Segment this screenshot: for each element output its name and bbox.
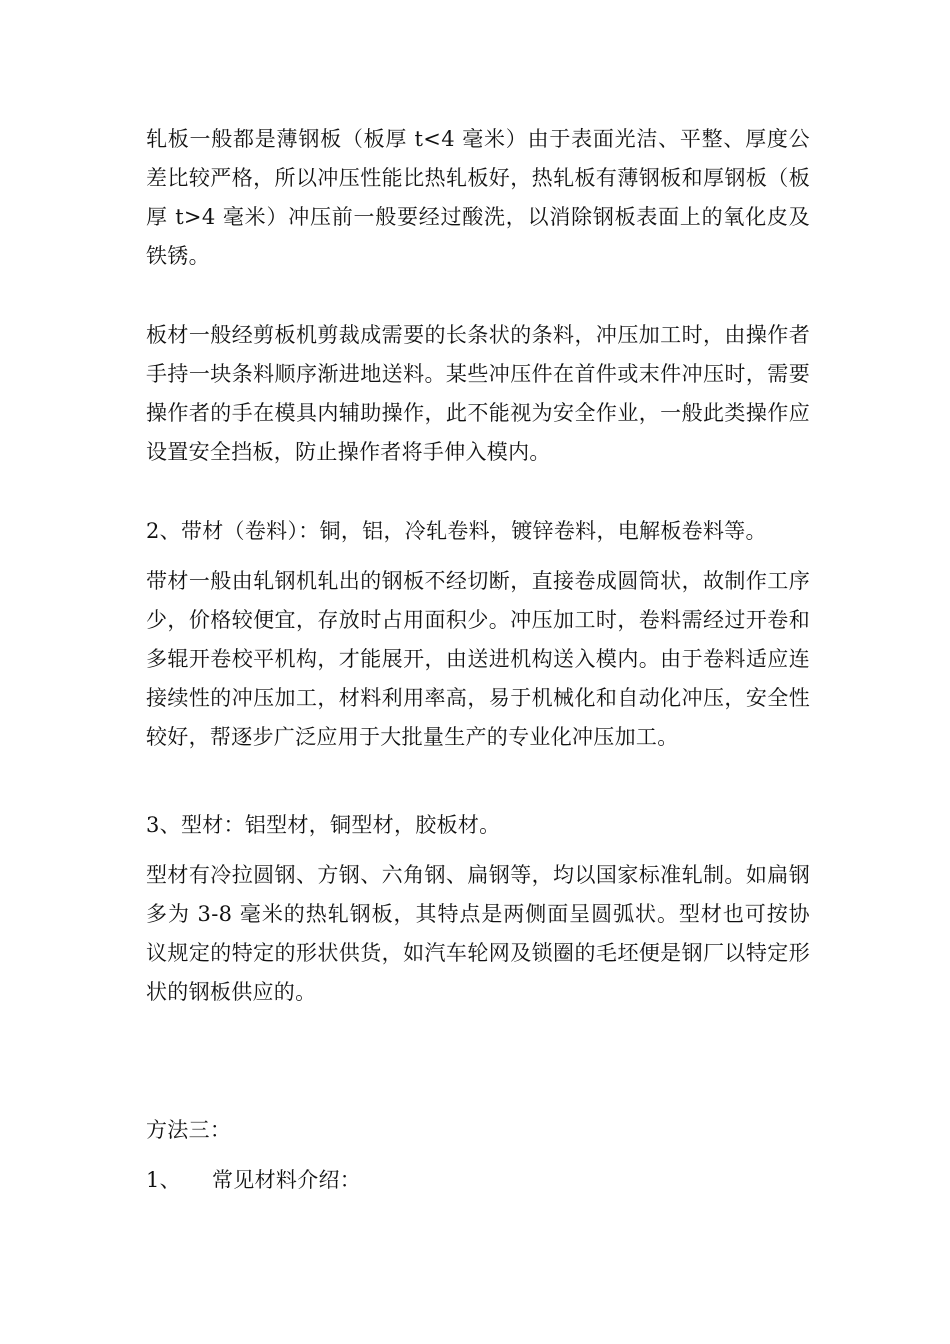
list-text: 常见材料介绍： — [212, 1168, 362, 1192]
list-line — [146, 1161, 810, 1200]
paragraph-strip-material — [146, 562, 810, 757]
paragraph-text: 方法三： — [146, 1118, 232, 1142]
paragraph-text: 2、带材（卷料）：铜，铝，冷轧卷料，镀锌卷料，电解板卷料等。 — [146, 519, 767, 543]
list-item-common-materials — [146, 1161, 810, 1200]
paragraph-sheet-feeding — [146, 316, 810, 472]
paragraph-text: 型材有冷拉圆钢、方钢、六角钢、扁钢等，均以国家标准轧制。如扁钢多为 3-8 毫米的热轧钢板，其特点是两侧面呈圆弧状。型材也可按协议规定的特定的形状供货，如汽车轮网及锁圈的毛坯便是钢厂以特定形状的钢板供应的。 — [146, 863, 810, 1004]
heading-method-three — [146, 1111, 810, 1150]
paragraph-cold-rolled-sheet — [146, 120, 810, 276]
heading-strip-material — [146, 512, 810, 551]
list-number: 1、 — [146, 1168, 181, 1192]
paragraph-text: 轧板一般都是薄钢板（板厚 t<4 毫米）由于表面光洁、平整、厚度公差比较严格，所以冲压性能比热轧板好，热轧板有薄钢板和厚钢板（板厚 t>4 毫米）冲压前一般要经过酸洗，以消除钢板表面上的氧化皮及铁锈。 — [146, 127, 810, 268]
paragraph-text: 3、型材：铝型材，铜型材，胶板材。 — [146, 813, 501, 837]
heading-profile-material — [146, 806, 810, 845]
paragraph-text: 板材一般经剪板机剪裁成需要的长条状的条料，冲压加工时，由操作者手持一块条料顺序渐进地送料。某些冲压件在首件或末件冲压时，需要操作者的手在模具内辅助操作，此不能视为安全作业，一般此类操作应设置安全挡板，防止操作者将手伸入模内。 — [146, 323, 810, 464]
paragraph-text: 带材一般由轧钢机轧出的钢板不经切断，直接卷成圆筒状，故制作工序少，价格较便宜，存放时占用面积少。冲压加工时，卷料需经过开卷和多辊开卷校平机构，才能展开，由送进机构送入模内。由于卷料适应连接续性的冲压加工，材料利用率高，易于机械化和自动化冲压，安全性较好，帮逐步广泛应用于大批量生产的专业化冲压加工。 — [146, 569, 810, 749]
paragraph-profile-material — [146, 856, 810, 1012]
